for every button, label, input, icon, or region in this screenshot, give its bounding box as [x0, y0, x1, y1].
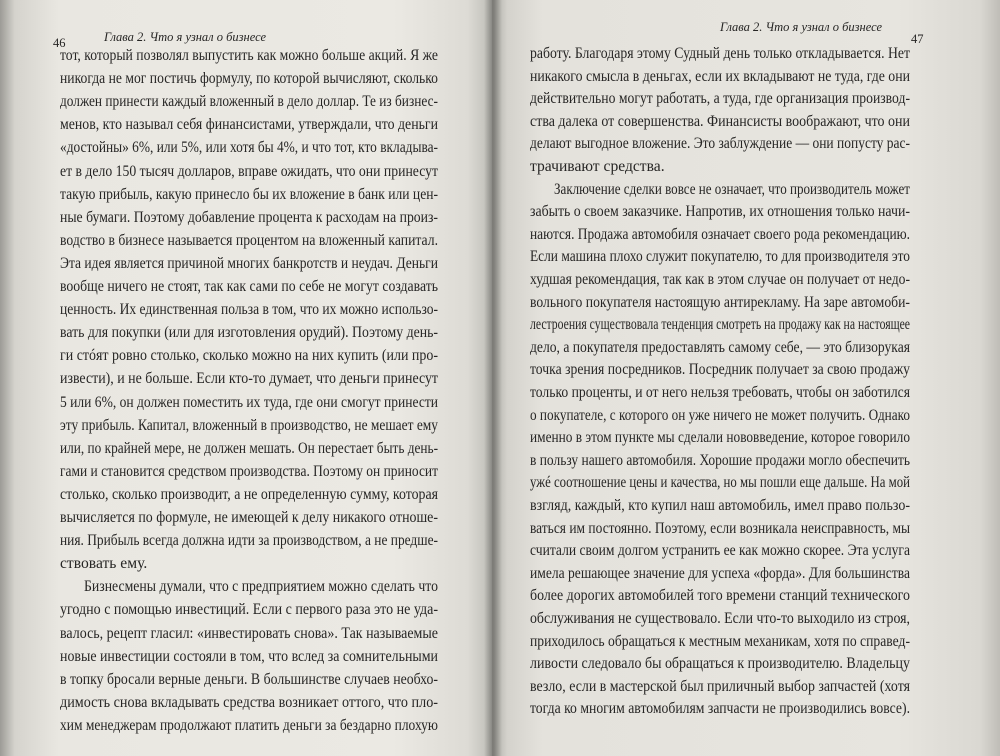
- text-line: вать для покупки (или для изготовления орудий). Поэтому день-: [60, 324, 438, 342]
- text-line: вообще ничего не стоят, так как сами по себе не могут создавать: [60, 278, 438, 295]
- text-line: никогда не мог постичь формулу, по которой вычисляют, сколько: [60, 70, 438, 88]
- text-line: лестроения существовала тенденция смотреть на продажу как на настоящее: [530, 316, 910, 334]
- text-line: только проценты, и от него нельзя требовать, чтобы он заботился: [530, 384, 910, 401]
- text-line: забыть о своем заказчике. Напротив, их отношения только начи-: [530, 203, 910, 221]
- text-line: вычисляется по формуле, не имеющей к делу никакого отноше-: [60, 509, 438, 526]
- text-line: везло, если в мастерской был приличный выбор запчастей (хотя: [530, 677, 910, 695]
- running-head: Глава 2. Что я узнал о бизнесе: [720, 20, 883, 34]
- text-line: в топку бросали верные деньги. В большинстве случаев необхо-: [60, 670, 438, 688]
- page-number: 47: [911, 32, 924, 46]
- text-line: столько, сколько производит, а не определенную сумму, которая: [60, 485, 438, 503]
- text-line: обслуживания не существовало. Если что-то выходило из строя,: [530, 610, 910, 627]
- text-line: водство в бизнесе называется процентом на вложенный капитал.: [60, 231, 438, 249]
- text-line: Заключение сделки вовсе не означает, что производитель может: [554, 180, 910, 198]
- text-line: трачивают средства.: [530, 158, 665, 175]
- text-line: Эта идея является причиной многих банкротств и неудач. Деньги: [60, 254, 438, 272]
- text-line: ства далека от совершенства. Финансисты воображают, что они: [530, 112, 910, 130]
- text-line: ценность. Их единственная польза в том, что их можно использо-: [60, 301, 438, 319]
- text-line: работу. Благодаря этому Судный день только откладывается. Нет: [530, 45, 910, 62]
- text-line: именно в этом пункте мы сделали нововведение, которое говорило: [530, 429, 910, 447]
- text-line: дело, а покупателя предоставлять самому себе, — это близорукая: [530, 338, 910, 356]
- text-line: считали своим долгом устранить ее как можно скорее. Эта услуга: [530, 542, 910, 560]
- text-line: действительно могут работать, а туда, где организация производ-: [530, 90, 910, 108]
- text-line: 5 или 6%, он должен поместить их туда, где они смогут принести: [60, 393, 438, 411]
- text-line: или, по крайней мере, не должен мешать. Он перестает быть день-: [60, 439, 438, 457]
- page-number: 46: [53, 36, 66, 50]
- text-line: валось, рецепт гласил: «инвестировать снова». Так называемые: [60, 624, 438, 642]
- text-line: хим менеджерам продолжают платить деньги за бездарно плохую: [60, 716, 438, 734]
- text-line: ваться им постоянно. Поэтому, если возникала неисправность, мы: [530, 519, 910, 537]
- text-line: такую прибыль, какую принесло бы их вложение в банк или цен-: [60, 185, 438, 203]
- running-head: Глава 2. Что я узнал о бизнесе: [104, 30, 267, 44]
- text-line: вольного покупателя настоящую антирекламу. На заре автомоби-: [530, 293, 910, 311]
- text-line: худшая рекомендация, так как в этом случае он получает от недо-: [530, 271, 910, 288]
- text-line: извести), и не больше. Если кто-то думает, что деньги принесут: [60, 370, 438, 388]
- text-line: гами и становится средством производства. Поэтому он приносит: [60, 462, 438, 480]
- text-line: никакого смысла в деньгах, если их вкладывают не туда, где они: [530, 67, 910, 85]
- text-line: взгляд, каждый, кто купил наш автомобиль, имел право пользо-: [530, 497, 910, 514]
- text-line: делают выгодное вложение. Это заблуждение — они попусту рас-: [530, 135, 910, 153]
- text-line: наются. Продажа автомобиля означает своего рода рекомендацию.: [530, 225, 910, 243]
- text-line: ствовать ему.: [60, 555, 148, 573]
- left-page: [0, 0, 492, 756]
- text-line: тогда ко многим автомобилям запчасти не производились вовсе).: [530, 700, 910, 718]
- text-line: менов, кто называл себя финансистами, утверждали, что деньги: [60, 116, 438, 134]
- text-line: Бизнесмены думали, что с предприятием можно сделать что: [84, 578, 438, 596]
- text-line: ные бумаги. Поэтому добавление процента к расходам на произ-: [60, 208, 438, 226]
- text-line: угодно с помощью инвестиций. Если с первого раза это не уда-: [60, 601, 438, 619]
- text-line: ния. Прибыль всегда должна идти за производством, а не предше-: [60, 532, 438, 550]
- text-line: димость снова вкладывать средства возникает оттого, что пло-: [60, 693, 438, 711]
- text-line: в пользу нашего автомобиля. Хорошие продажи могло обеспечить: [530, 451, 910, 469]
- text-line: ет в дело 150 тысяч долларов, вправе ожидать, что они принесут: [60, 162, 438, 180]
- text-line: более дорогих автомобилей того времени станций технического: [530, 587, 910, 605]
- text-line: Если машина плохо служит покупателю, то для производителя это: [530, 248, 910, 266]
- right-page: [492, 0, 1000, 756]
- text-line: эту прибыль. Капитал, вложенный в производство, не мешает ему: [60, 416, 438, 434]
- text-line: «достойны» 6%, или 5%, или хотя бы 4%, и что тот, кто вкладыва-: [60, 139, 438, 157]
- book-gutter: [484, 0, 502, 756]
- text-line: имела решающее значение для успеха «форда». Для большинства: [530, 564, 910, 582]
- text-line: ги стóят ровно столько, сколько можно на них купить (или про-: [60, 347, 438, 365]
- text-line: ливости следовало бы обращаться к производителю. Владельцу: [530, 655, 910, 673]
- text-line: новые инвестиции состояли в том, что вслед за сомнительными: [60, 647, 438, 665]
- text-line: о покупателе, с которого он уже ничего не может получить. Однако: [530, 406, 910, 424]
- text-line: ужé соотношение цены и качества, но мы пошли еще дальше. На мой: [530, 474, 910, 492]
- text-line: должен принести каждый вложенный в дело доллар. Те из бизнес-: [60, 93, 438, 111]
- text-line: тот, который позволял выпустить как можно больше акций. Я же: [60, 47, 438, 64]
- text-line: точка зрения посредников. Посредник получает за свою продажу: [530, 361, 910, 379]
- text-line: приходилось обращаться к местным механикам, хотя по справед-: [530, 632, 910, 650]
